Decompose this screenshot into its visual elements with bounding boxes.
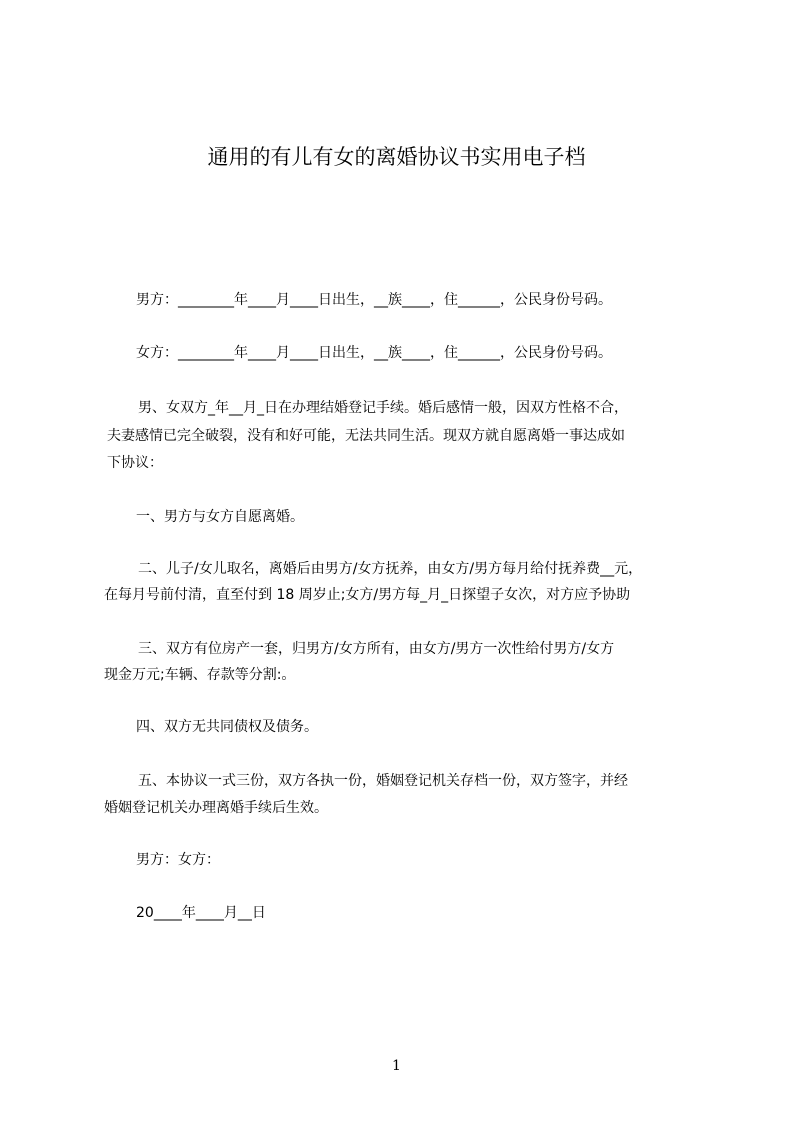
wife-info-line: 女方：________年____月____日出生，__族____，住______，公民身份号码。 bbox=[136, 345, 612, 361]
intro-line-2: 夫妻感情已完全破裂，没有和好可能，无法共同生活。现双方就自愿离婚一事达成如 bbox=[107, 428, 625, 444]
page-number: 1 bbox=[392, 1058, 401, 1074]
document-title: 通用的有儿有女的离婚协议书实用电子档 bbox=[207, 145, 586, 169]
intro-line-1: 男、女双方_年__月_日在办理结婚登记手续。婚后感情一般，因双方性格不合， bbox=[138, 400, 628, 416]
date-line: 20____年____月__日 bbox=[136, 905, 266, 921]
clause-5-line-1: 五、本协议一式三份，双方各执一份，婚姻登记机关存档一份，双方签字，并经 bbox=[138, 773, 628, 789]
clause-2-line-2: 在每月号前付清，直至付到 18 周岁止;女方/男方每_月_日探望子女次，对方应予协助 bbox=[104, 587, 631, 603]
husband-info-line: 男方：________年____月____日出生，__族____，住______，公民身份号码。 bbox=[136, 292, 612, 308]
intro-line-3: 下协议： bbox=[107, 455, 163, 471]
clause-1-line-1: 一、男方与女方自愿离婚。 bbox=[136, 509, 304, 525]
clause-3-line-2: 现金万元;车辆、存款等分割:。 bbox=[104, 667, 296, 683]
signature-line: 男方：女方： bbox=[136, 852, 220, 868]
clause-5-line-2: 婚姻登记机关办理离婚手续后生效。 bbox=[104, 800, 328, 816]
clause-2-line-1: 二、儿子/女儿取名，离婚后由男方/女方抚养，由女方/男方每月给付抚养费__元， bbox=[138, 561, 643, 577]
clause-3-line-1: 三、双方有位房产一套，归男方/女方所有，由女方/男方一次性给付男方/女方 bbox=[138, 641, 615, 657]
clause-4-line-1: 四、双方无共同债权及债务。 bbox=[136, 719, 318, 735]
